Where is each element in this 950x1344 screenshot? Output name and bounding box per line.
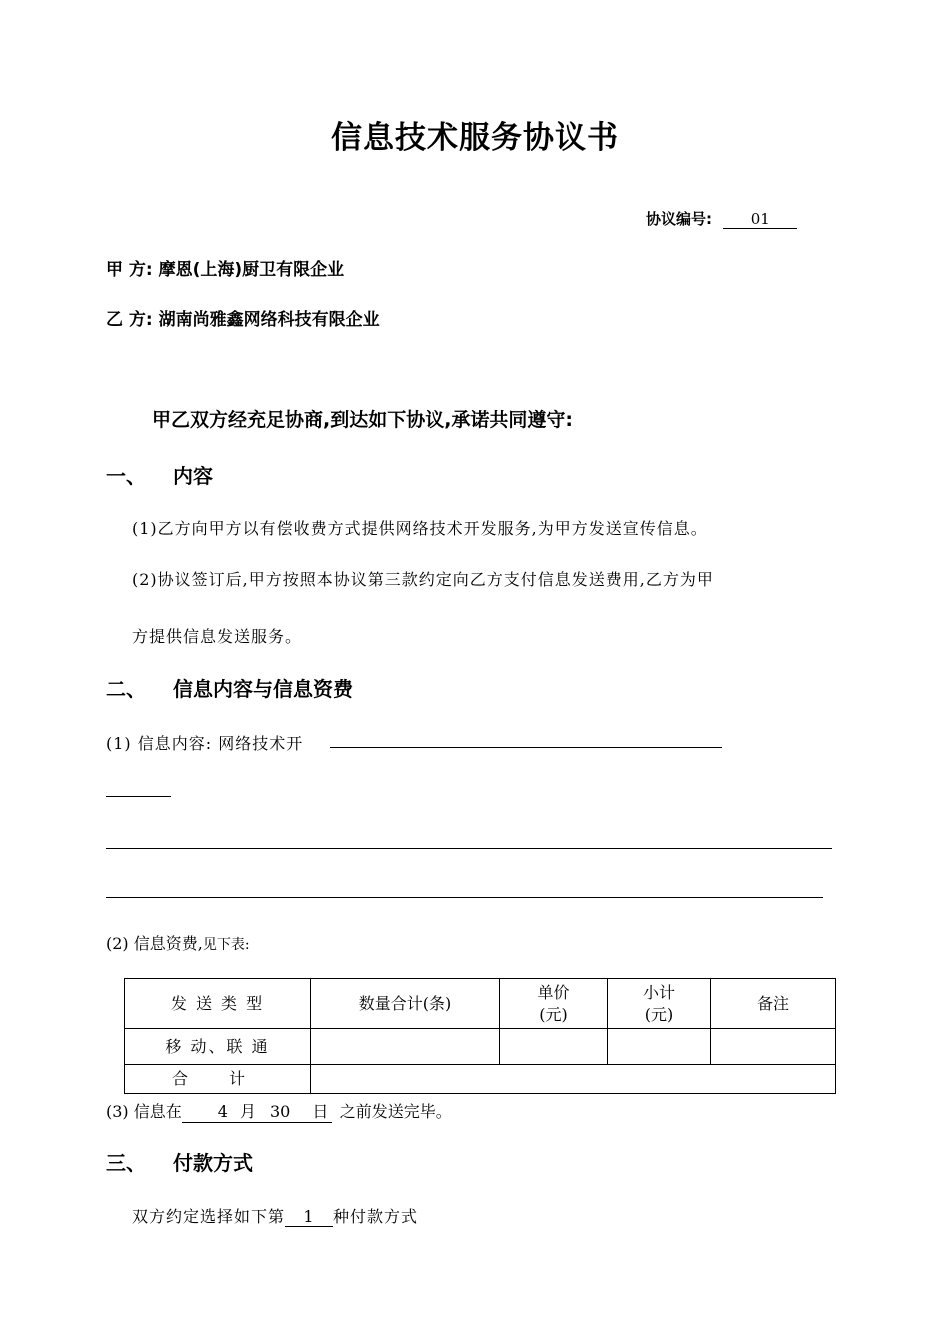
deadline-date <box>182 1099 332 1123</box>
deadline-prefix: (3) 信息在 <box>106 1102 182 1121</box>
payment-choice-value: 1 <box>285 1207 333 1227</box>
info-content-blank-line-3 <box>106 848 832 849</box>
header-subtotal-line-1: 小计 <box>642 982 675 1002</box>
info-content-label: (1) 信息内容: 网络技术开 <box>106 734 304 753</box>
deadline-day: 30 <box>269 1102 291 1121</box>
deadline-month-char: 月 <box>239 1102 256 1121</box>
section-3-heading <box>106 1147 253 1176</box>
section-1-paragraph-1: (1)乙方向甲方以有偿收费方式提供网络技术开发服务,为甲方发送宣传信息。 <box>132 519 708 538</box>
agreement-number <box>646 208 797 229</box>
deadline-month: 4 <box>217 1102 228 1121</box>
party-a <box>106 255 344 280</box>
header-note: 备注 <box>711 979 836 1029</box>
row-unit-price <box>500 1029 608 1065</box>
header-unit-price-line-2: (元) <box>539 1004 568 1024</box>
party-a-name: 摩恩(上海)厨卫有限企业 <box>158 260 345 280</box>
header-subtotal <box>608 979 711 1029</box>
total-label: 合 计 <box>125 1065 311 1094</box>
row-quantity <box>311 1029 500 1065</box>
section-2-heading <box>106 673 353 702</box>
fee-label-main: (2) 信息资费, <box>106 934 203 953</box>
header-send-type: 发 送 类 型 <box>125 979 311 1029</box>
info-content-blank-line <box>330 747 722 748</box>
section-1-number: 一、 <box>106 464 146 488</box>
agreement-number-value: 01 <box>723 210 797 229</box>
row-send-type: 移 动、联 通 <box>125 1029 311 1065</box>
section-3-title: 付款方式 <box>172 1151 253 1175</box>
party-b-label: 乙 方: <box>106 310 153 330</box>
party-a-label: 甲 方: <box>106 260 153 280</box>
party-b <box>106 305 380 330</box>
table-row <box>125 1029 836 1065</box>
row-note <box>711 1029 836 1065</box>
table-total-row <box>125 1065 836 1094</box>
info-content-blank-line-4 <box>106 897 823 898</box>
section-2-number: 二、 <box>106 677 146 701</box>
section-3-number: 三、 <box>106 1151 146 1175</box>
row-subtotal <box>608 1029 711 1065</box>
header-quantity: 数量合计(条) <box>311 979 500 1029</box>
deadline-suffix: 之前发送完毕。 <box>339 1102 452 1121</box>
section-1-heading <box>106 460 213 489</box>
fee-table <box>124 978 836 1094</box>
section-1-paragraph-2-line-2: 方提供信息发送服务。 <box>132 627 303 646</box>
agreement-number-label: 协议编号: <box>646 210 712 228</box>
header-unit-price <box>500 979 608 1029</box>
fee-label-suffix: 见下表: <box>202 937 250 953</box>
intro-statement: 甲乙双方经充足协商,到达如下协议,承诺共同遵守: <box>152 409 574 431</box>
header-unit-price-line-1: 单价 <box>537 982 570 1002</box>
fee-label <box>106 931 250 954</box>
fee-table-header-row <box>125 979 836 1029</box>
header-subtotal-line-2: (元) <box>644 1004 674 1024</box>
total-value <box>311 1065 836 1094</box>
deadline-day-char: 日 <box>312 1102 329 1121</box>
section-1-title: 内容 <box>172 464 213 488</box>
payment-choice-prefix: 双方约定选择如下第 <box>132 1207 286 1226</box>
party-b-name: 湖南尚雅鑫网络科技有限企业 <box>158 310 380 330</box>
payment-choice-suffix: 种付款方式 <box>333 1207 419 1226</box>
section-2-title: 信息内容与信息资费 <box>172 677 353 701</box>
deadline-line <box>106 1099 452 1123</box>
payment-choice-line <box>132 1204 418 1227</box>
info-content-blank-line-2 <box>106 796 171 797</box>
document-title: 信息技术服务协议书 <box>331 120 619 156</box>
section-1-paragraph-2-line-1: (2)协议签订后,甲方按照本协议第三款约定向乙方支付信息发送费用,乙方为甲 <box>132 570 714 589</box>
